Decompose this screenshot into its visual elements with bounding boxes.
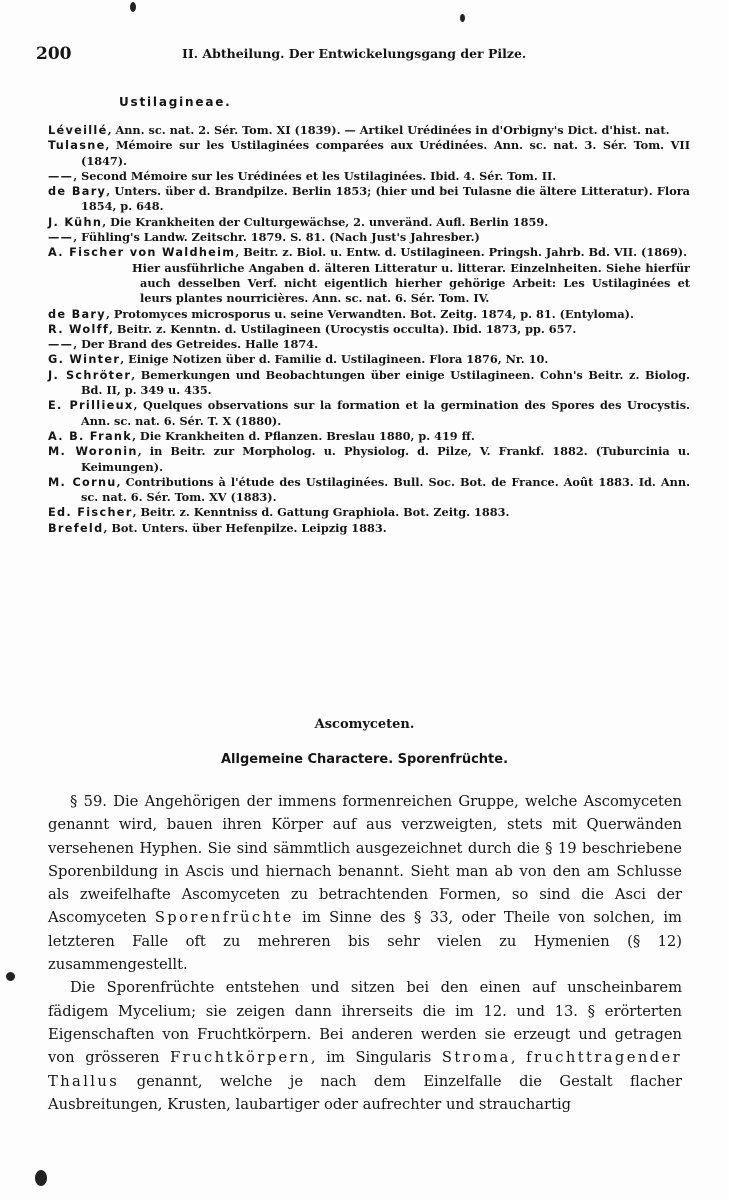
- bib-author: J. Schröter: [48, 368, 132, 382]
- bib-author: ——: [48, 231, 74, 245]
- spaced-term: Fruchtkörpern: [170, 1049, 311, 1067]
- running-head: [36, 44, 686, 64]
- bib-author: A. B. Frank: [48, 429, 133, 443]
- bib-text: , Einige Notizen über d. Familie d. Ustilagineen. Flora 1876, Nr. 10.: [120, 352, 549, 367]
- paragraph-text: § 59. Die Angehörigen der immens formenreichen Gruppe, welche Ascomyceten genannt wird, bauen ihren Körper auf aus verzweigten, stets mit Querwänden versehenen Hyphen. Sie sind sämmtlich ausgezeichnet durch die § 19 beschriebene Sporenbildung in Ascis und hiernach benannt. Sieht man ab von den am Schlusse als zweifelhafte Ascomyceten zu betrachtenden Formen, so sind die Asci der Ascomyceten: [48, 793, 682, 927]
- bibliography: [48, 123, 690, 536]
- bib-text: , Unters. über d. Brandpilze. Berlin 1853; (hier und bei Tulasne die ältere Litteratur). Flora 1854, p. 648.: [81, 184, 691, 214]
- bib-entry: [48, 398, 690, 429]
- bib-author: M. Woronin: [48, 445, 138, 459]
- paragraph-text: , im Singularis: [310, 1049, 442, 1067]
- bib-text: , Mémoire sur les Ustilaginées comparées aux Urédinées. Ann. sc. nat. 3. Sér. Tom. VII (1847).: [81, 138, 690, 168]
- subsection-heading: Allgemeine Charactere. Sporenfrüchte.: [220, 752, 509, 767]
- paragraph: [48, 790, 682, 976]
- section-label: Ustilagineae.: [119, 95, 232, 109]
- bib-author: de Bary: [48, 185, 107, 199]
- bib-text: , Die Krankheiten der Culturgewächse, 2. unveränd. Aufl. Berlin 1859.: [102, 214, 549, 229]
- paragraph-text: Die Sporenfrüchte entstehen und sitzen bei den einen auf unscheinbarem fädigem Mycelium; sie zeigen dann ihrerseits die im 12. und 13. § erörterten Eigenschaften von Fruchtkörpern. Bei anderen werden sie erzeugt und getragen von grösseren: [48, 979, 682, 1067]
- bib-entry: [48, 337, 690, 352]
- bib-text: , Beitr. z. Biol. u. Entw. d. Ustilagineen. Pringsh. Jahrb. Bd. VII. (1869).: [235, 245, 688, 260]
- bib-author: A. Fischer von Waldheim: [48, 246, 236, 260]
- bib-author: Tulasne: [48, 139, 106, 153]
- spaced-term: fruchttragender Thallus: [48, 1049, 682, 1090]
- bib-text: , Bot. Unters. über Hefenpilze. Leipzig 1883.: [103, 520, 387, 535]
- bib-entry: [48, 505, 690, 520]
- bib-text: , in Beitr. zur Morpholog. u. Physiolog. d. Pilze, V. Frankf. 1882. (Tuburcinia u. Keimungen).: [81, 444, 690, 474]
- ink-speck: [35, 1170, 47, 1186]
- body-text: [48, 790, 682, 1116]
- bib-author: Brefeld: [48, 521, 104, 535]
- bib-text: , Quelques observations sur la formation et la germination des Spores des Urocystis. Ann. sc. nat. 6. Sér. T. X (1880).: [81, 398, 690, 428]
- ink-speck: [6, 972, 15, 981]
- paragraph: [48, 976, 682, 1116]
- paragraph-text: ,: [510, 1049, 527, 1067]
- bib-entry: [48, 184, 690, 215]
- page-number: 200: [36, 44, 72, 64]
- bib-author: ——: [48, 338, 74, 352]
- bib-text: , Beitr. z. Kenntniss d. Gattung Graphiola. Bot. Zeitg. 1883.: [132, 505, 510, 520]
- bib-author: Léveillé: [48, 124, 108, 137]
- bib-author: Ed. Fischer: [48, 506, 133, 520]
- bib-author: de Bary: [48, 307, 106, 321]
- bib-entry: [48, 307, 690, 322]
- bib-entry: [48, 429, 690, 444]
- bib-text: , Die Krankheiten d. Pflanzen. Breslau 1880, p. 419 ff.: [132, 428, 475, 443]
- bib-entry: [48, 368, 690, 399]
- bib-author: G. Winter: [48, 353, 121, 367]
- running-title: II. Abtheilung. Der Entwickelungsgang der Pilze.: [182, 46, 527, 61]
- bib-text: , Protomyces microsporus u. seine Verwandten. Bot. Zeitg. 1874, p. 81. (Entyloma).: [105, 306, 634, 321]
- paragraph-text: im Sinne des § 33, oder Theile von solchen, im letzteren Falle oft zu mehreren bis sehr vielen zu Hymenien (§ 12) zusammengestellt.: [48, 909, 682, 974]
- bib-text: , Bemerkungen und Beobachtungen über einige Ustilagineen. Cohn's Beitr. z. Biolog. Bd. II, p. 349 u. 435.: [81, 367, 690, 398]
- paragraph-text: genannt, welche je nach dem Einzelfalle die Gestalt flacher Ausbreitungen, Krusten, laubartiger oder aufrechter und strauchartig: [48, 1072, 682, 1113]
- bib-entry: [48, 352, 690, 367]
- ink-speck: [130, 2, 136, 12]
- bib-author: E. Prillieux: [48, 399, 134, 413]
- ink-speck: [460, 14, 465, 22]
- bib-entry: [48, 215, 690, 230]
- spaced-term: Sporenfrüchte: [154, 909, 294, 927]
- bib-entry: [48, 521, 690, 536]
- bib-author: R. Wolff: [48, 322, 110, 336]
- bib-note: Hier ausführliche Angaben d. älteren Litteratur u. litterar. Einzelnheiten. Siehe hierfür auch desselben Verf. nicht eigentlich hierher gehörige Arbeit: Les Ustilaginées et leurs plantes nourricières. Ann. sc. nat. 6. Sér. Tom. IV.: [132, 260, 690, 306]
- bib-entry: [48, 245, 690, 260]
- bib-author: ——: [48, 169, 74, 183]
- bib-entry: [48, 475, 690, 506]
- bib-text: , Fühling's Landw. Zeitschr. 1879. S. 81. (Nach Just's Jahresber.): [73, 230, 480, 245]
- bib-entry: [48, 230, 690, 245]
- bib-entry: [48, 123, 690, 138]
- bib-author: M. Cornu: [48, 475, 117, 489]
- bib-text: , Ann. sc. nat. 2. Sér. Tom. XI (1839). — Artikel Urédinées in d'Orbigny's Dict. d'hist. nat.: [107, 123, 670, 137]
- bib-entry: [48, 138, 690, 169]
- bib-text: , Contributions à l'étude des Ustilaginées. Bull. Soc. Bot. de France. Août 1883. Id. Ann. sc. nat. 6. Sér. Tom. XV (1883).: [81, 474, 690, 505]
- bib-entry: [48, 444, 690, 475]
- bib-text: , Second Mémoire sur les Urédinées et les Ustilaginées. Ibid. 4. Sér. Tom. II.: [73, 168, 557, 183]
- section-heading: Ascomyceten.: [314, 717, 415, 732]
- bib-author: J. Kühn: [48, 215, 103, 229]
- bib-text: , Der Brand des Getreides. Halle 1874.: [73, 337, 319, 352]
- spaced-term: Stroma: [441, 1049, 511, 1067]
- bib-entry: [48, 169, 690, 184]
- bib-entry: [48, 322, 690, 337]
- bib-text: , Beitr. z. Kenntn. d. Ustilagineen (Urocystis occulta). Ibid. 1873, pp. 657.: [109, 321, 577, 336]
